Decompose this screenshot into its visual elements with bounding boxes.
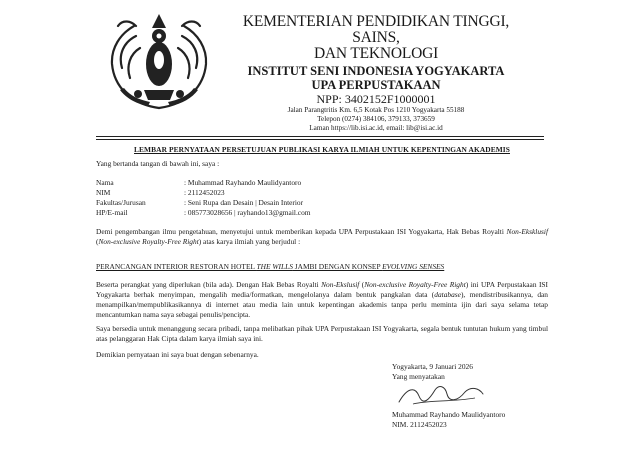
thesis-title: PERANCANGAN INTERIOR RESTORAN HOTEL THE WILLS JAMBI DENGAN KONSEP EVOLVING SENSES [96, 262, 445, 271]
letterhead [226, 14, 526, 133]
rights-paragraph: Beserta perangkat yang diperlukan (bila ada). Dengan Hak Bebas Royalti Non-Ekslusif (Non-exclusive Royalty-Free Right) ini UPA Perpustakaan ISI Yogyakarta berhak menyimpan, mengalih media/formatkan, mengelolanya dalam bentuk pangkalan data (database), mendistribusikannya, dan menampilkan/mempublikasikannya di internet atau media lain untuk kepentingan akademis tanpa perlu meminta ijin dari saya selama tetap mencantumkan nama saya sebagai penulis/pencipta. [96, 280, 549, 319]
header-divider-thin [96, 139, 544, 140]
field-label: NIM [96, 188, 111, 197]
liability-paragraph: Saya bersedia untuk menanggung secara pribadi, tanpa melibatkan pihak UPA Perpustakaan ISI Yogyakarta, segala bentuk tuntutan hukum yang timbul atas pelanggaran Hak Cipta dalam karya ilmiah saya ini. [96, 324, 548, 343]
phone-line: Telepon (0274) 384106, 379133, 373659 [317, 115, 435, 123]
place-date: Yogyakarta, 9 Januari 2026 [392, 362, 473, 371]
field-label: Nama [96, 178, 114, 187]
intro-text: Yang bertanda tangan di bawah ini, saya : [96, 159, 220, 168]
institute-logo-icon [100, 8, 218, 120]
closing-statement: Demikian pernyataan ini saya buat dengan sebenarnya. [96, 350, 259, 359]
npp-number: NPP: 3402152F1000001 [316, 92, 436, 106]
signature-scribble-icon [395, 380, 487, 410]
ministry-name-line2: DAN TEKNOLOGI [313, 45, 439, 62]
field-row [96, 188, 311, 198]
field-value: : 085773028656 | rayhando13@gmail.com [184, 208, 311, 217]
field-row [96, 208, 311, 218]
institute-name: INSTITUT SENI INDONESIA YOGYAKARTA [247, 64, 505, 78]
header-divider-thick [96, 136, 544, 137]
declarant-label: Yang menyatakan [392, 372, 445, 381]
field-value: : Muhammad Rayhando Maulidyantoro [184, 178, 302, 187]
consent-paragraph: Demi pengembangan ilmu pengetahuan, menyetujui untuk memberikan kepada UPA Perpustakaan ISI Yogyakarta, Hak Bebas Royalti Non-Eksklusif (Non-exclusive Royalty-Free Right) atas karya ilmiah yang berjudul : [96, 227, 548, 246]
field-row [96, 198, 311, 208]
identity-table [96, 178, 311, 218]
ministry-name-line1: KEMENTERIAN PENDIDIKAN TINGGI, SAINS, [242, 13, 510, 46]
address-line: Jalan Parangtritis Km. 6,5 Kotak Pos 1210 Yogyakarta 55188 [287, 106, 465, 114]
signatory-nim: NIM. 2112452023 [392, 420, 447, 429]
signatory-name: Muhammad Rayhando Maulidyantoro [392, 410, 506, 419]
web-line: Laman https://lib.isi.ac.id, email: lib@isi.ac.id [309, 124, 443, 132]
unit-name: UPA PERPUSTAKAAN [311, 78, 441, 92]
document-title: LEMBAR PERNYATAAN PERSETUJUAN PUBLIKASI KARYA ILMIAH UNTUK KEPENTINGAN AKADEMIS [134, 145, 510, 154]
field-value: : 2112452023 [184, 188, 225, 197]
field-label: HP/E-mail [96, 208, 128, 217]
field-value: : Seni Rupa dan Desain | Desain Interior [184, 198, 304, 207]
field-label: Fakultas/Jurusan [96, 198, 146, 207]
field-row [96, 178, 311, 188]
